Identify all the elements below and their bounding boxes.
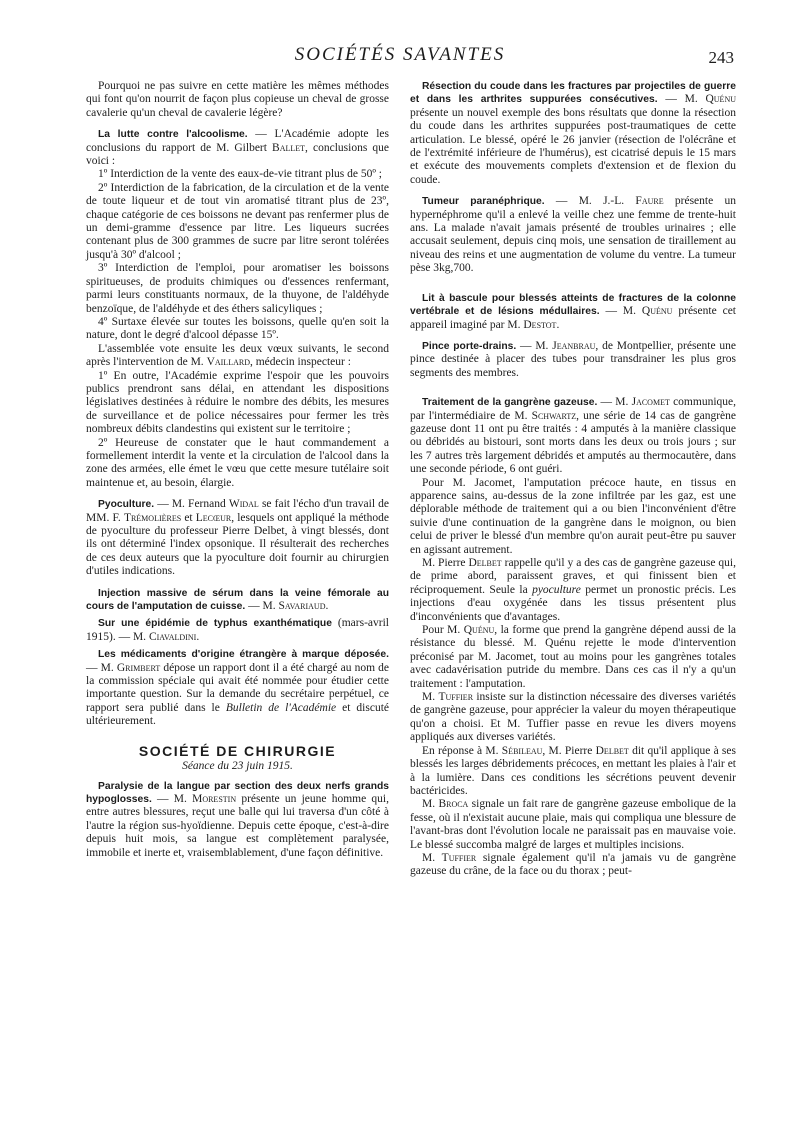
paragraph-delbet: M. Pierre Delbet rappelle qu'il y a des cas de gangrène gazeuse qui, de prime abord, paraissent graves, et qui finissent bien et réciproquement. Seule la pyoculture permet un pronostic précis. Les injections d'eau oxygénée dans les tissus présentent plus d'inconvénients que d'avantages. (410, 557, 736, 623)
section-paralysie: Paralysie de la langue par section des deux nerfs grands hypoglosses. — M. Morestin présente un jeune homme qui, entre autres blessures, reçut une balle qui lui traversa d'un côté à l'autre la région sus-hyoïdienne. Depuis cette époque, c'est-à-dire depuis huit mois, sa langue est complètement paralysée, immobile et inerte et, vraisemblablement, d'une façon définitive. (86, 780, 390, 859)
paragraph-tuffier: M. Tuffier insiste sur la distinction nécessaire des diverses variétés de gangrène gazeuse, pour apprécier la valeur du moyen thérapeutique qu'on a choisi. Et M. Tuffier passe en revue les divers moyens appliqués aux diverses variétés. (410, 691, 736, 744)
heading-resection: Résection du coude dans les fractures par projectiles de guerre et dans les arthrites suppurées consécutives. (410, 81, 736, 106)
left-column (86, 80, 389, 860)
section-alcoolisme: La lutte contre l'alcoolisme. — L'Académie adopte les conclusions du rapport de M. Gilbert Ballet, conclusions que voici : (86, 128, 389, 168)
section-injection: Injection massive de sérum dans la veine fémorale au cours de l'amputation de cuisse. — M. Savariaud. (86, 587, 389, 613)
paragraph-broca: M. Broca signale un fait rare de gangrène gazeuse embolique de la fesse, où il n'existait aucune plaie, mais qui compliqua une blessure de l'avant-bras dont l'évolution locale ne paraissait pas en mauvaise voie. Le blessé succomba malgré de larges et multiples incisions. (410, 798, 736, 851)
paragraph-quenu: Pour M. Quénu, la forme que prend la gangrène dépend aussi de la résistance du blessé. M. Quénu rejette le mode d'intervention préconisé par M. Jacomet, tout au moins pour les gangrènes totales avec cadavérisation putride du membre. Dans ces cas il n'y a qu'un traitement : l'amputation. (410, 624, 736, 690)
list-item: 1º Interdiction de la vente des eaux-de-vie titrant plus de 50º ; (98, 168, 382, 181)
list-item: 1º En outre, l'Académie exprime l'espoir que les pouvoirs publics prendront sans délai, en attendant les dispositions législatives destinées à réduire le nombre des débits, les mesures de surveillance et de police nécessaires pour fermer les très nombreux débits clandestins qui existent sur le territoire ; (86, 369, 389, 436)
author-name: Vaillard (206, 356, 250, 369)
heading-paralysie: Paralysie de la langue par section des deux nerfs grands hypoglosses. (86, 780, 389, 805)
section-pyoculture: Pyoculture. — M. Fernand Widal se fait l'écho d'un travail de MM. F. Trémolières et Lecœur, lesquels ont appliqué la méthode de pyoculture du professeur Pierre Delbet, à vingt blessés, dont ils ont déterminé l'index opsonique. Il résulterait des recherches de ces deux auteurs que la pyoculture doit fournir au chirurgien d'utiles indications. (86, 498, 389, 578)
paragraph-tuffier-2: M. Tuffier signale également qu'il n'a jamais vu de gangrène gazeuse du crâne, de la face ou du thorax ; peut- (410, 851, 736, 878)
list-item: 2º Interdiction de la fabrication, de la circulation et de la vente de toute liqueur et de tout vin aromatisé titrant plus de 23º, chaque catégorie de ces boissons ne devant pas renfermer plus de un demi-gramme d'essence par litre. Les liqueurs sucrées contenant plus de 300 grammes de sucre par litre seront tolérées jusqu'à 30º d'alcool ; (86, 181, 389, 261)
right-column (410, 80, 736, 879)
paragraph-voeux: L'assemblée vote ensuite les deux vœux suivants, le second après l'intervention de M. Vaillard, médecin inspecteur : (86, 342, 389, 369)
list-item: 4º Surtaxe élevée sur toutes les boissons, quelle qu'en soit la nature, dont le degré d'alcool dépasse 15º. (86, 315, 389, 342)
heading-gangrene: Traitement de la gangrène gazeuse. (422, 397, 598, 409)
author-name: Ballet (272, 141, 306, 154)
running-title: SOCIÉTÉS SAVANTES (294, 44, 506, 65)
paragraph-cavalerie: Pourquoi ne pas suivre en cette matière les mêmes méthodes qui font qu'on nourrit de façon plus copieuse un cheval de grosse cavalerie qu'un cheval de cavalerie légère? (86, 80, 389, 119)
section-gangrene: Traitement de la gangrène gazeuse. — M. Jacomet communique, par l'intermédiaire de M. Schwartz, une série de 14 cas de gangrène gazeuse dont 11 ont pu être traités : 4 amputés à la manière classique ou débridés au bistouri, sont morts dans les deux ou trois jours ; sur les 7 autres très largement débridés et amputés au thermocautère, dans une seconde période, 6 ont guéri. (410, 396, 736, 476)
heading-injection: Injection massive de sérum dans la veine fémorale au cours de l'amputation de cuisse. (86, 587, 389, 613)
heading-alcoolisme: La lutte contre l'alcoolisme. (98, 129, 248, 141)
list-item: 2º Heureuse de constater que le haut commandement a formellement interdit la vente et la circulation de l'alcool dans la zone des armées, elle émet le vœu que cette mesure tutélaire soit maintenue et, au besoin, élargie. (86, 436, 389, 489)
heading-typhus: Sur une épidémie de typhus exanthématique (98, 618, 332, 630)
heading-pyoculture: Pyoculture. (98, 499, 155, 511)
section-tumeur: Tumeur paranéphrique. — M. J.-L. Faure présente un hypernéphrome qu'il a enlevé la veille chez une femme de trente-huit ans. La malade n'avait jamais présenté de troubles urinaires ; elle accusait seulement, depuis cinq mois, une sensation de tiraillement au niveau des reins et une augmentation de volume du ventre. La tumeur pèse 3kg,700. (410, 195, 736, 275)
heading-pince: Pince porte-drains. (422, 340, 517, 352)
section-typhus: Sur une épidémie de typhus exanthématique (mars-avril 1915). — M. Ciavaldini. (86, 617, 389, 643)
section-medicaments: Les médicaments d'origine étrangère à marque déposée. — M. Grimbert dépose un rapport dont il a été chargé au nom de la commission spéciale qui avait été nommée pour étudier cette importante question. Sur la demande du secrétaire perpétuel, ce rapport sera publié dans le Bulletin de l'Académie et discuté ultérieurement. (86, 649, 389, 728)
section-title-chirurgie: SOCIÉTÉ DE CHIRURGIE (138, 742, 337, 759)
section-pince: Pince porte-drains. — M. Jeanbrau, de Montpellier, présente une pince destinée à placer des tubes pour transdrainer les plus gros segments des membres. (410, 339, 737, 379)
paragraph-jacomet: Pour M. Jacomet, l'amputation précoce haute, en tissus en apparence sains, au-dessus de la zone infiltrée par les gaz, est une déplorable méthode de traitement qui a ou bien l'inconvénient d'être suivie d'une continuation de la gangrène dans le moignon, ou bien celui de priver le blessé d'un membre qu'on aurait peut-être pu sauver en agissant autrement. (410, 476, 736, 556)
list-item: 3º Interdiction de l'emploi, pour aromatiser les boissons spiritueuses, de produits chimiques ou d'essences renfermant, parmi leurs constituants normaux, de la thuyone, de l'aldéhyde benzoïque, de l'aldéhyde et des éthers salicyliques ; (86, 262, 389, 315)
heading-lit: Lit à bascule pour blessés atteints de fractures de la colonne vertébrale et de lésions médullaires. (410, 292, 736, 318)
heading-tumeur: Tumeur paranéphrique. (422, 196, 545, 208)
heading-medicaments: Les médicaments d'origine étrangère à marque déposée. (98, 649, 389, 661)
paragraph-sebileau: En réponse à M. Sébileau, M. Pierre Delbet dit qu'il applique à ses blessés les larges débridements précoces, en mettant les plaies à l'air et à la lumière. Dans ces conditions les sécrétions peuvent devenir bactéricides. (410, 744, 736, 797)
section-resection: Résection du coude dans les fractures par projectiles de guerre et dans les arthrites suppurées consécutives. — M. Quénu présente un nouvel exemple des bons résultats que donne la résection du coude dans les arthrites suppurées post-traumatiques de cette articulation. Le blessé, opéré le 26 janvier (résection de l'olécrâne et de l'extrémité inférieure de l'humérus), est cicatrisé depuis le 15 mars et exécute des mouvements complets d'extension et de flexion du coude. (410, 81, 736, 186)
session-date: Séance du 23 juin 1915. (182, 760, 293, 773)
page-number: 243 (708, 48, 734, 67)
page-header (0, 44, 800, 74)
section-lit: Lit à bascule pour blessés atteints de fractures de la colonne vertébrale et de lésions médullaires. — M. Quénu présente cet appareil imaginé par M. Destot. (410, 292, 736, 331)
